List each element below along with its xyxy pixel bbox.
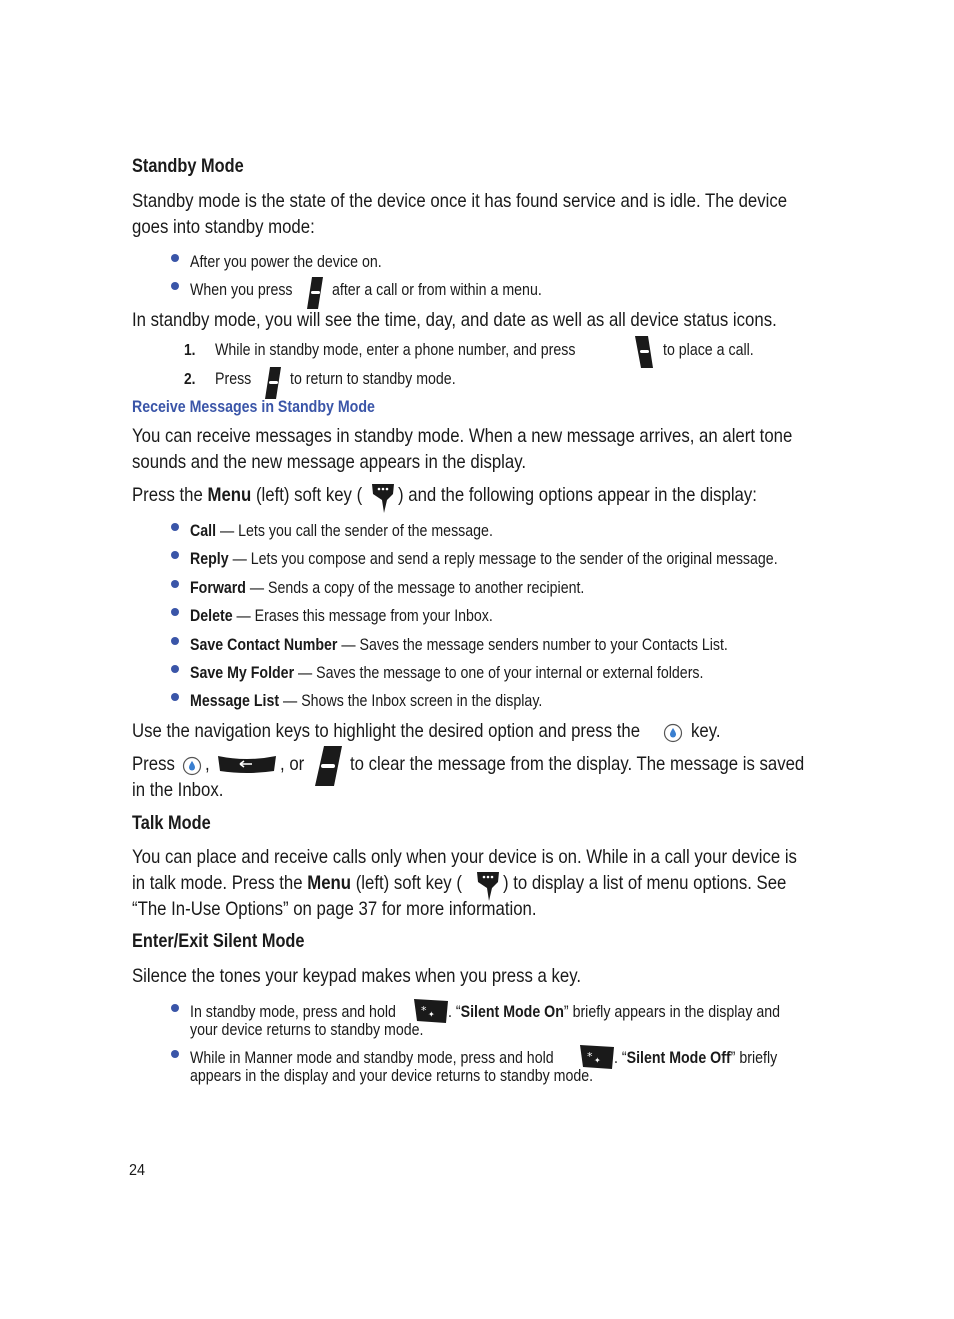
step-1-text-a: While in standby mode, enter a phone number, and press — [215, 341, 576, 359]
standby-bullet-2a: When you press — [190, 281, 293, 299]
svg-text:*: * — [587, 1050, 593, 1063]
step-2-number: 2. — [184, 371, 196, 388]
press-text-c: in the Inbox. — [132, 779, 224, 801]
text-run: in talk mode. Press the — [132, 872, 308, 894]
bullet-dot — [171, 608, 179, 616]
nav-paragraph-a: Use the navigation keys to highlight the desired option and press the — [132, 720, 641, 742]
option-term: Message List — [190, 692, 280, 710]
receive-menu-line-b: ) and the following options appear in the display: — [398, 484, 757, 506]
talk-paragraph-line1: You can place and receive calls only when your device is on. While in a call your device is — [132, 846, 797, 868]
svg-text:✦: ✦ — [428, 1010, 435, 1019]
silent-bullet-1a: In standby mode, press and hold — [190, 1003, 396, 1021]
text-run: . “ — [614, 1049, 627, 1067]
silent-mode-on-term: Silent Mode On — [460, 1003, 564, 1021]
silent-bullet-2a: While in Manner mode and standby mode, press and hold — [190, 1049, 554, 1067]
bullet-dot — [171, 282, 179, 290]
option-term: Save Contact Number — [190, 636, 338, 654]
end-key-icon — [312, 745, 344, 787]
option-desc: — Saves the message senders number to your Contacts List. — [337, 636, 728, 654]
talk-mode-heading: Talk Mode — [132, 813, 211, 834]
ok-key-icon — [663, 723, 683, 743]
option-call — [190, 522, 493, 540]
option-desc: — Lets you call the sender of the message. — [216, 522, 493, 540]
end-key-icon — [305, 276, 325, 310]
option-desc: — Sends a copy of the message to another recipient. — [245, 579, 585, 597]
bullet-dot — [171, 551, 179, 559]
option-term: Forward — [190, 579, 246, 597]
press-text-b: to clear the message from the display. The message is saved — [350, 753, 805, 775]
silent-bullet-1b — [448, 1003, 780, 1021]
silent-mode-off-term: Silent Mode Off — [626, 1049, 731, 1067]
press-text-a: Press — [132, 753, 175, 775]
receive-menu-line-a — [132, 482, 362, 508]
option-term: Save My Folder — [190, 664, 295, 682]
bullet-dot — [171, 1050, 179, 1058]
option-message-list — [190, 692, 542, 710]
silent-bullet-1c: your device returns to standby mode. — [190, 1021, 424, 1039]
ok-key-icon — [182, 756, 202, 776]
back-key-icon — [216, 754, 278, 774]
standby-paragraph-line2: goes into standby mode: — [132, 216, 315, 238]
talk-paragraph-line3: “The In-Use Options” on page 37 for more information. — [132, 898, 537, 920]
standby-bullet-2b: after a call or from within a menu. — [332, 281, 542, 299]
option-save-contact-number — [190, 636, 728, 654]
send-key-icon — [633, 335, 655, 369]
bullet-dot — [171, 693, 179, 701]
silent-paragraph: Silence the tones your keypad makes when you press a key. — [132, 965, 582, 987]
option-desc: — Erases this message from your Inbox. — [232, 607, 493, 625]
step-1-number: 1. — [184, 342, 196, 359]
standby-paragraph-2: In standby mode, you will see the time, day, and date as well as all device status icons. — [132, 309, 777, 331]
option-save-my-folder — [190, 664, 703, 682]
end-key-icon — [263, 366, 283, 400]
option-forward — [190, 579, 584, 597]
step-2-text-a: Press — [215, 370, 252, 388]
press-or: , or — [280, 753, 305, 775]
silent-bullet-2c: appears in the display and your device returns to standby mode. — [190, 1067, 594, 1085]
bullet-dot — [171, 1004, 179, 1012]
text-run: Press the — [132, 484, 208, 506]
option-term: Delete — [190, 607, 233, 625]
press-comma: , — [205, 753, 210, 775]
text-run: (left) soft key ( — [351, 872, 462, 894]
receive-paragraph-line2: sounds and the new message appears in the display. — [132, 451, 527, 473]
svg-text:*: * — [421, 1004, 427, 1017]
left-soft-key-icon — [371, 482, 395, 514]
talk-paragraph-line2b: ) to display a list of menu options. See — [503, 872, 787, 894]
standby-bullet-1: After you power the device on. — [190, 253, 382, 271]
receive-messages-subheading: Receive Messages in Standby Mode — [132, 398, 375, 416]
svg-text:✦: ✦ — [594, 1056, 601, 1065]
option-desc: — Lets you compose and send a reply message to the sender of the original message. — [228, 550, 778, 568]
nav-paragraph-b: key. — [691, 720, 721, 742]
option-term: Call — [190, 522, 217, 540]
step-2-text-b: to return to standby mode. — [290, 370, 456, 388]
step-1-text-b: to place a call. — [663, 341, 754, 359]
bullet-dot — [171, 665, 179, 673]
receive-paragraph-line1: You can receive messages in standby mode. When a new message arrives, an alert tone — [132, 425, 793, 447]
text-run: ” briefly appears in the display and — [563, 1003, 781, 1021]
option-delete — [190, 607, 493, 625]
bullet-dot — [171, 637, 179, 645]
talk-paragraph-line2a — [132, 870, 462, 896]
bullet-dot — [171, 254, 179, 262]
bullet-dot — [171, 523, 179, 531]
standby-paragraph-line1: Standby mode is the state of the device once it has found service and is idle. The device — [132, 190, 788, 212]
option-desc: — Shows the Inbox screen in the display. — [279, 692, 543, 710]
menu-term: Menu — [207, 484, 252, 506]
silent-mode-heading: Enter/Exit Silent Mode — [132, 931, 305, 952]
menu-term: Menu — [307, 872, 352, 894]
standby-mode-heading: Standby Mode — [132, 156, 244, 177]
text-run: . “ — [448, 1003, 461, 1021]
text-run: ” briefly — [730, 1049, 778, 1067]
option-term: Reply — [190, 550, 229, 568]
option-reply — [190, 550, 778, 568]
bullet-dot — [171, 580, 179, 588]
silent-bullet-2b — [614, 1049, 777, 1067]
text-run: (left) soft key ( — [251, 484, 363, 506]
page-number: 24 — [129, 1162, 146, 1179]
option-desc: — Saves the message to one of your internal or external folders. — [294, 664, 704, 682]
